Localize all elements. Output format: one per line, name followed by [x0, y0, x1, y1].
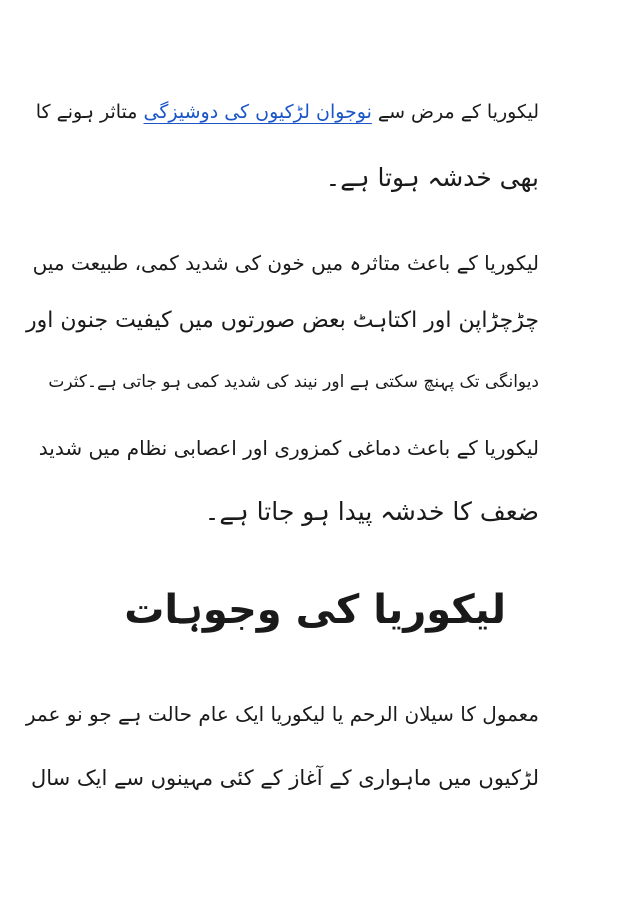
paragraph1-line1: [36, 92, 539, 132]
paragraph1-line2: بھی خدشہ ہوتا ہے۔: [325, 163, 539, 192]
paragraph1-text-after-link: متاثر ہونے کا: [35, 101, 144, 123]
section-heading: لیکوریا کی وجوہات: [124, 587, 506, 633]
paragraph2-line5: ضعف کا خدشہ پیدا ہو جاتا ہے۔: [204, 497, 539, 526]
paragraph1-text-before-link: لیکوریا کے مرض سے: [371, 101, 539, 123]
hyperlink-young-girls[interactable]: نوجوان لڑکیوں کی دوشیزگی: [143, 101, 372, 123]
paragraph2-line2: چڑچڑاپن اور اکتاہٹ بعض صورتوں میں کیفیت جنون اور: [26, 308, 539, 333]
paragraph2-line1: لیکوریا کے باعث متاثرہ میں خون کی شدید کمی، طبیعت میں: [32, 251, 539, 275]
paragraph2-line4: لیکوریا کے باعث دماغی کمزوری اور اعصابی نظام میں شدید: [38, 436, 539, 460]
paragraph2-line3: دیوانگی تک پہنچ سکتی ہے اور نیند کی شدید کمی ہو جاتی ہے۔کثرت: [48, 372, 539, 392]
paragraph3-line2: لڑکیوں میں ماہواری کے آغاز کے کئی مہینوں سے ایک سال: [30, 766, 539, 790]
paragraph3-line1: معمول کا سیلان الرحم یا لیکوریا ایک عام حالت ہے جو نو عمر: [25, 702, 539, 726]
